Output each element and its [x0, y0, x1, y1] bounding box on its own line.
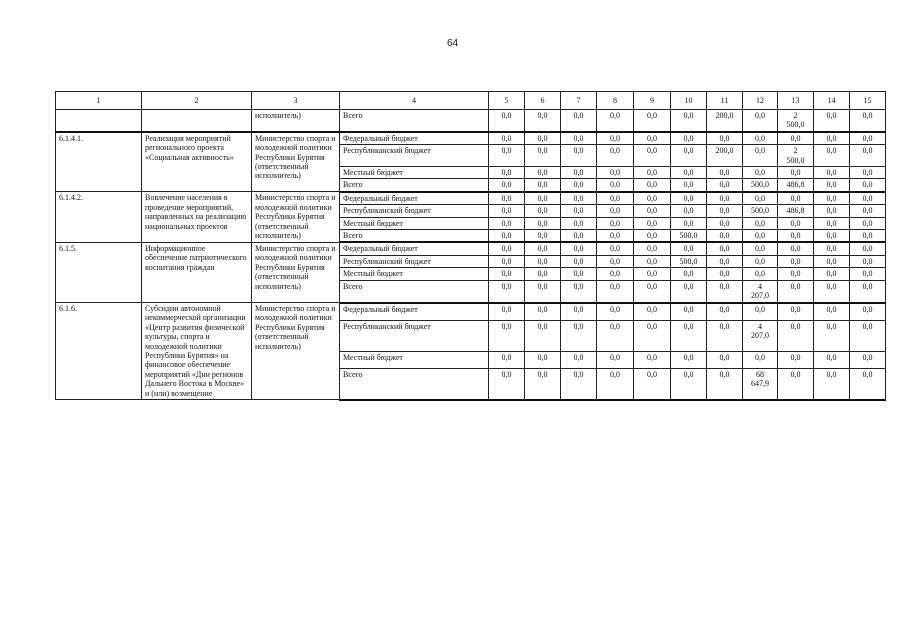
value-cell: 0,0: [561, 110, 597, 132]
value-cell: 0,0: [814, 303, 850, 321]
value-cell: 0,0: [489, 192, 525, 205]
value-cell: 0,0: [707, 132, 743, 145]
value-cell: 0,0: [778, 167, 814, 179]
value-cell: 0,0: [489, 205, 525, 217]
value-cell: 0,0: [525, 145, 561, 167]
value-cell: 0,0: [778, 351, 814, 368]
header-cell: 10: [671, 92, 707, 110]
header-cell: 12: [743, 92, 778, 110]
value-cell: 0,0: [489, 280, 525, 302]
value-cell: 68 647,9: [743, 368, 778, 399]
value-cell: 0,0: [597, 217, 634, 229]
value-cell: 0,0: [525, 110, 561, 132]
executor-cell: Министерство спорта и молодежной политики Республики Бурятия (ответственный исполнитель): [252, 132, 340, 192]
value-cell: 0,0: [489, 303, 525, 321]
value-cell: 200,0: [707, 145, 743, 167]
value-cell: 0,0: [743, 255, 778, 267]
funding-source: Республиканский бюджет: [340, 205, 489, 217]
executor-cell: исполнитель): [252, 110, 340, 132]
value-cell: 0,0: [671, 303, 707, 321]
value-cell: 0,0: [597, 368, 634, 399]
value-cell: 0,0: [707, 217, 743, 229]
value-cell: 0,0: [707, 167, 743, 179]
value-cell: 0,0: [597, 351, 634, 368]
value-cell: 0,0: [850, 255, 886, 267]
value-cell: 0,0: [525, 179, 561, 192]
value-cell: 0,0: [850, 205, 886, 217]
value-cell: 0,0: [814, 217, 850, 229]
value-cell: 0,0: [814, 255, 850, 267]
value-cell: 0,0: [743, 242, 778, 255]
value-cell: 0,0: [850, 192, 886, 205]
value-cell: 0,0: [778, 268, 814, 280]
value-cell: 0,0: [707, 230, 743, 243]
value-cell: 0,0: [525, 205, 561, 217]
value-cell: 0,0: [597, 179, 634, 192]
value-cell: 0,0: [850, 268, 886, 280]
value-cell: 0,0: [489, 321, 525, 351]
value-cell: 0,0: [634, 217, 671, 229]
value-cell: 0,0: [634, 205, 671, 217]
value-cell: 0,0: [814, 167, 850, 179]
value-cell: 486,8: [778, 205, 814, 217]
value-cell: 0,0: [707, 205, 743, 217]
funding-source: Всего: [340, 179, 489, 192]
value-cell: 0,0: [814, 268, 850, 280]
value-cell: 0,0: [634, 268, 671, 280]
measure-name: Реализация мероприятий регионального проекта «Социальная активность»: [142, 132, 252, 192]
value-cell: 0,0: [850, 368, 886, 399]
value-cell: 0,0: [597, 255, 634, 267]
value-cell: 0,0: [489, 268, 525, 280]
value-cell: 0,0: [561, 321, 597, 351]
value-cell: 0,0: [671, 205, 707, 217]
measure-name: Вовлечение населения в проведение мероприятий, направленных на реализацию национальных проектов: [142, 192, 252, 243]
value-cell: 0,0: [671, 242, 707, 255]
header-cell: 6: [525, 92, 561, 110]
measure-code: 6.1.4.1.: [56, 132, 142, 192]
value-cell: 0,0: [634, 280, 671, 302]
value-cell: 0,0: [597, 205, 634, 217]
funding-source: Местный бюджет: [340, 351, 489, 368]
table-row: [56, 303, 886, 321]
value-cell: 0,0: [561, 242, 597, 255]
header-cell: 7: [561, 92, 597, 110]
value-cell: 0,0: [850, 132, 886, 145]
value-cell: 0,0: [561, 268, 597, 280]
table-row: [56, 192, 886, 205]
value-cell: 0,0: [671, 217, 707, 229]
value-cell: 0,0: [850, 230, 886, 243]
value-cell: 0,0: [561, 145, 597, 167]
value-cell: 0,0: [561, 255, 597, 267]
value-cell: 0,0: [561, 132, 597, 145]
executor-cell: Министерство спорта и молодежной политики Республики Бурятия (ответственный исполнитель): [252, 192, 340, 243]
value-cell: 0,0: [489, 145, 525, 167]
page-number: 64: [446, 38, 459, 49]
value-cell: 0,0: [743, 217, 778, 229]
value-cell: 0,0: [597, 110, 634, 132]
value-cell: 0,0: [743, 145, 778, 167]
value-cell: 0,0: [489, 242, 525, 255]
value-cell: 0,0: [850, 217, 886, 229]
executor-cell: Министерство спорта и молодежной политики Республики Бурятия (ответственный исполнитель): [252, 303, 340, 400]
value-cell: 0,0: [743, 268, 778, 280]
value-cell: 0,0: [814, 351, 850, 368]
value-cell: 0,0: [489, 110, 525, 132]
value-cell: 0,0: [634, 179, 671, 192]
value-cell: 0,0: [489, 217, 525, 229]
value-cell: 0,0: [850, 303, 886, 321]
header-cell: 1: [56, 92, 142, 110]
value-cell: 0,0: [778, 217, 814, 229]
value-cell: 0,0: [561, 368, 597, 399]
value-cell: 0,0: [707, 280, 743, 302]
value-cell: 0,0: [597, 280, 634, 302]
value-cell: 0,0: [778, 280, 814, 302]
value-cell: 0,0: [707, 268, 743, 280]
value-cell: 0,0: [778, 303, 814, 321]
value-cell: 4 207,0: [743, 321, 778, 351]
value-cell: 0,0: [707, 368, 743, 399]
value-cell: 0,0: [597, 167, 634, 179]
value-cell: 0,0: [489, 368, 525, 399]
value-cell: 0,0: [597, 230, 634, 243]
funding-source: Всего: [340, 280, 489, 302]
value-cell: 0,0: [525, 280, 561, 302]
value-cell: 0,0: [561, 280, 597, 302]
budget-table: [55, 91, 886, 401]
value-cell: 0,0: [743, 132, 778, 145]
header-cell: 4: [340, 92, 489, 110]
value-cell: 0,0: [561, 303, 597, 321]
value-cell: 0,0: [850, 280, 886, 302]
value-cell: 0,0: [671, 268, 707, 280]
value-cell: 0,0: [778, 242, 814, 255]
value-cell: 0,0: [597, 268, 634, 280]
value-cell: 0,0: [778, 132, 814, 145]
value-cell: 0,0: [561, 167, 597, 179]
source-cell: Всего: [340, 110, 489, 132]
value-cell: 0,0: [814, 145, 850, 167]
value-cell: 0,0: [597, 132, 634, 145]
value-cell: 0,0: [634, 167, 671, 179]
funding-source: Федеральный бюджет: [340, 132, 489, 145]
value-cell: 0,0: [743, 230, 778, 243]
funding-source: Федеральный бюджет: [340, 192, 489, 205]
header-cell: 5: [489, 92, 525, 110]
value-cell: 0,0: [707, 351, 743, 368]
header-cell: 13: [778, 92, 814, 110]
value-cell: 0,0: [597, 321, 634, 351]
value-cell: 0,0: [707, 192, 743, 205]
value-cell: 0,0: [561, 230, 597, 243]
value-cell: 0,0: [778, 321, 814, 351]
code-cell: [56, 110, 142, 132]
header-cell: 14: [814, 92, 850, 110]
value-cell: 0,0: [743, 110, 778, 132]
value-cell: 0,0: [525, 217, 561, 229]
funding-source: Всего: [340, 368, 489, 399]
value-cell: 0,0: [489, 179, 525, 192]
value-cell: 4 207,0: [743, 280, 778, 302]
value-cell: 0,0: [850, 145, 886, 167]
table-row: [56, 242, 886, 255]
measure-name: Информационное обеспечение патриотического воспитания граждан: [142, 242, 252, 302]
value-cell: 0,0: [778, 255, 814, 267]
funding-source: Местный бюджет: [340, 268, 489, 280]
value-cell: 0,0: [671, 192, 707, 205]
value-cell: 0,0: [597, 145, 634, 167]
value-cell: 500,0: [671, 255, 707, 267]
value-cell: 0,0: [634, 110, 671, 132]
value-cell: 0,0: [525, 368, 561, 399]
value-cell: 0,0: [850, 110, 886, 132]
executor-cell: Министерство спорта и молодежной политики Республики Бурятия (ответственный исполнитель): [252, 242, 340, 302]
value-cell: 0,0: [489, 255, 525, 267]
value-cell: 0,0: [814, 230, 850, 243]
value-cell: 0,0: [814, 110, 850, 132]
value-cell: 0,0: [634, 321, 671, 351]
value-cell: 500,0: [743, 205, 778, 217]
value-cell: 0,0: [743, 303, 778, 321]
funding-source: Всего: [340, 230, 489, 243]
measure-code: 6.1.4.2.: [56, 192, 142, 243]
value-cell: 0,0: [634, 230, 671, 243]
value-cell: 0,0: [671, 280, 707, 302]
value-cell: 0,0: [707, 321, 743, 351]
value-cell: 0,0: [850, 167, 886, 179]
value-cell: 0,0: [814, 205, 850, 217]
value-cell: 0,0: [850, 242, 886, 255]
value-cell: 0,0: [525, 230, 561, 243]
value-cell: 0,0: [743, 192, 778, 205]
name-cell: [142, 110, 252, 132]
funding-source: Республиканский бюджет: [340, 145, 489, 167]
value-cell: 0,0: [634, 255, 671, 267]
funding-source: Федеральный бюджет: [340, 303, 489, 321]
value-cell: 0,0: [707, 255, 743, 267]
value-cell: 0,0: [525, 255, 561, 267]
funding-source: Республиканский бюджет: [340, 321, 489, 351]
value-cell: 0,0: [850, 321, 886, 351]
value-cell: 0,0: [597, 242, 634, 255]
value-cell: 0,0: [743, 351, 778, 368]
measure-name: Субсидии автономной некоммерческой организации «Центр развития физической культуры, спорта и молодежной политики Республики Бурятия» на финансовое обеспечение мероприятий «Дни регионов Дальнего Востока в Москве» и (или) возмещение: [142, 303, 252, 400]
value-cell: 0,0: [814, 132, 850, 145]
value-cell: 0,0: [489, 351, 525, 368]
value-cell: 0,0: [525, 192, 561, 205]
value-cell: 0,0: [707, 303, 743, 321]
value-cell: 0,0: [634, 368, 671, 399]
value-cell: 0,0: [671, 145, 707, 167]
value-cell: 0,0: [814, 321, 850, 351]
value-cell: 0,0: [634, 192, 671, 205]
header-cell: 3: [252, 92, 340, 110]
value-cell: 200,0: [707, 110, 743, 132]
continuation-row: [56, 110, 886, 132]
value-cell: 0,0: [814, 368, 850, 399]
value-cell: 0,0: [671, 132, 707, 145]
value-cell: 0,0: [634, 303, 671, 321]
value-cell: 0,0: [525, 351, 561, 368]
value-cell: 0,0: [778, 230, 814, 243]
value-cell: 2 500,0: [778, 145, 814, 167]
header-cell: 8: [597, 92, 634, 110]
value-cell: 0,0: [707, 242, 743, 255]
value-cell: 0,0: [850, 179, 886, 192]
value-cell: 0,0: [561, 192, 597, 205]
header-cell: 15: [850, 92, 886, 110]
value-cell: 0,0: [525, 242, 561, 255]
value-cell: 0,0: [671, 368, 707, 399]
value-cell: 0,0: [489, 132, 525, 145]
value-cell: 0,0: [850, 351, 886, 368]
value-cell: 0,0: [814, 179, 850, 192]
value-cell: 0,0: [671, 179, 707, 192]
table-row: [56, 132, 886, 145]
value-cell: 0,0: [634, 351, 671, 368]
value-cell: 0,0: [814, 242, 850, 255]
value-cell: 0,0: [671, 167, 707, 179]
value-cell: 0,0: [814, 280, 850, 302]
value-cell: 0,0: [634, 242, 671, 255]
value-cell: 0,0: [634, 145, 671, 167]
header-cell: 9: [634, 92, 671, 110]
value-cell: 0,0: [561, 205, 597, 217]
value-cell: 0,0: [525, 303, 561, 321]
value-cell: 0,0: [743, 167, 778, 179]
value-cell: 0,0: [778, 368, 814, 399]
value-cell: 0,0: [525, 268, 561, 280]
header-row: [56, 92, 886, 110]
funding-source: Местный бюджет: [340, 167, 489, 179]
value-cell: 2 500,0: [778, 110, 814, 132]
value-cell: 500,0: [743, 179, 778, 192]
value-cell: 0,0: [671, 110, 707, 132]
value-cell: 0,0: [707, 179, 743, 192]
value-cell: 0,0: [597, 192, 634, 205]
value-cell: 0,0: [634, 132, 671, 145]
header-cell: 11: [707, 92, 743, 110]
value-cell: 0,0: [561, 217, 597, 229]
value-cell: 0,0: [525, 321, 561, 351]
value-cell: 0,0: [489, 230, 525, 243]
value-cell: 0,0: [778, 192, 814, 205]
value-cell: 0,0: [525, 132, 561, 145]
funding-source: Республиканский бюджет: [340, 255, 489, 267]
measure-code: 6.1.6.: [56, 303, 142, 400]
value-cell: 0,0: [597, 303, 634, 321]
value-cell: 0,0: [525, 167, 561, 179]
value-cell: 500,0: [671, 230, 707, 243]
funding-source: Местный бюджет: [340, 217, 489, 229]
value-cell: 0,0: [561, 179, 597, 192]
funding-source: Федеральный бюджет: [340, 242, 489, 255]
value-cell: 0,0: [814, 192, 850, 205]
measure-code: 6.1.5.: [56, 242, 142, 302]
value-cell: 0,0: [671, 351, 707, 368]
value-cell: 0,0: [489, 167, 525, 179]
header-cell: 2: [142, 92, 252, 110]
value-cell: 0,0: [561, 351, 597, 368]
value-cell: 0,0: [671, 321, 707, 351]
value-cell: 486,8: [778, 179, 814, 192]
